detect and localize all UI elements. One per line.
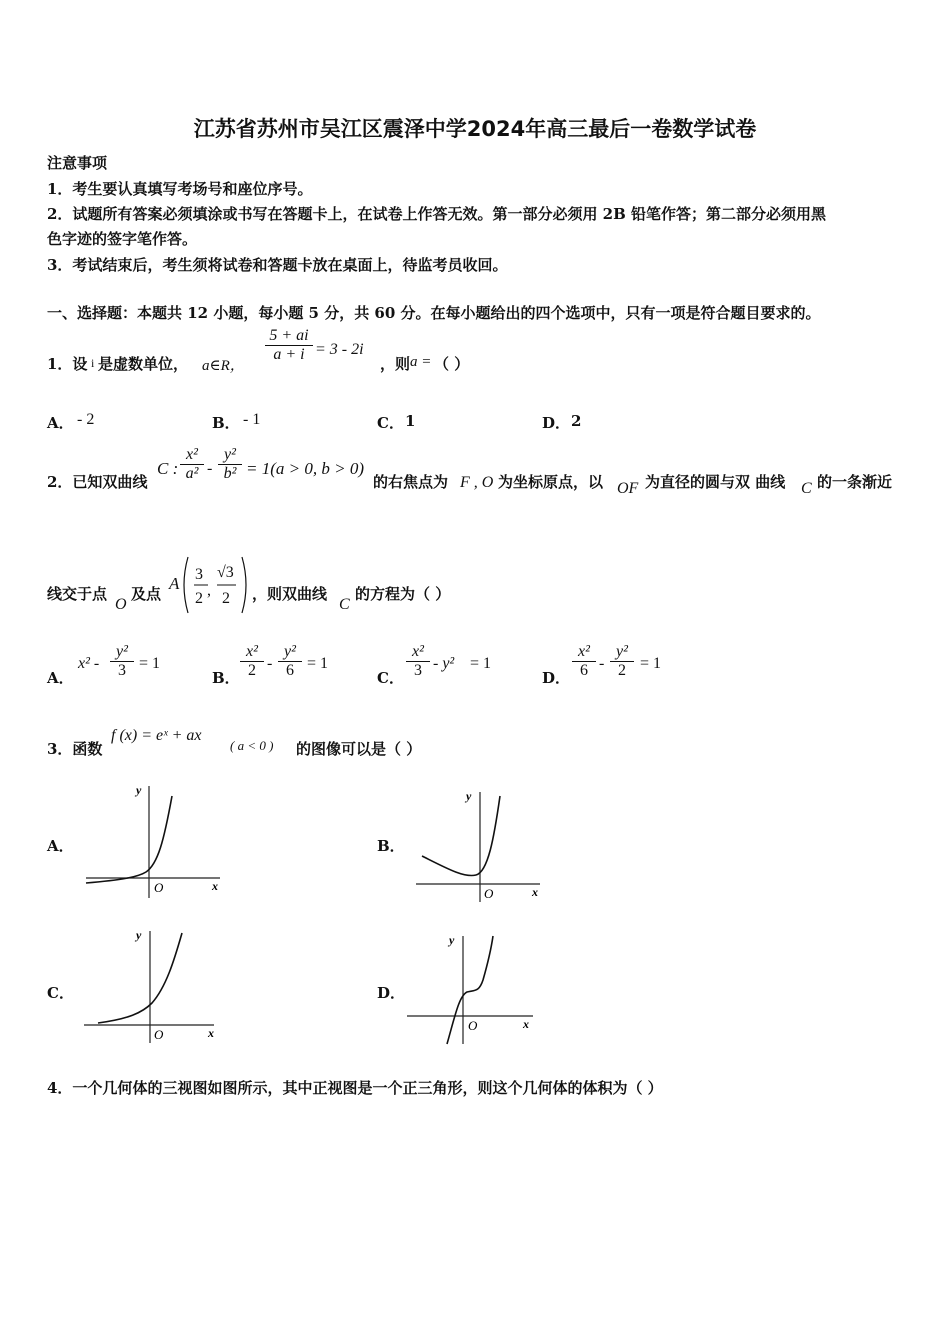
q2-line2-b: 及点 <box>131 585 162 603</box>
q2-option-d-num: y² <box>610 643 634 662</box>
q2-C3: C <box>339 596 350 613</box>
q2-option-b-mid: - <box>267 655 273 672</box>
q2-option-c-label: C． <box>377 669 404 687</box>
curve <box>98 933 182 1023</box>
q2-line2-d: 的方程为（ ） <box>355 585 451 603</box>
q1-option-a-label: A． <box>47 414 74 432</box>
q2-option-a-den: 3 <box>118 662 126 679</box>
notice-item-3: 3．考试结束后，考生须将试卷和答题卡放在桌面上，待监考员收回。 <box>47 256 508 274</box>
q2-prefix: 2．已知双曲线 <box>47 473 148 491</box>
q2-FO: F , O <box>460 474 494 491</box>
notice-item-2: 2．试题所有答案必须填涂或书写在答题卡上，在试卷上作答无效。第一部分必须用 2B 铅笔作答；第二部分必须用黑 <box>47 205 827 223</box>
q2-text-5: 的一条渐近 <box>817 473 893 491</box>
q2-text-3: 为坐标原点，以 <box>498 473 604 491</box>
q2-option-c-num1: x² <box>406 643 430 662</box>
q2-option-a-num: y² <box>110 643 134 662</box>
page-title: 江苏省苏州市吴江区震泽中学2024年高三最后一卷数学试卷 <box>193 117 757 141</box>
q1-rhs: = 3 - 2i <box>315 341 364 358</box>
q1-then: ，则 <box>380 355 411 373</box>
q2-line2-c: ，则双曲线 <box>252 585 328 603</box>
q2-A-comma: , <box>207 582 211 599</box>
q3-graph-c-label: C． <box>47 984 74 1002</box>
q2-option-a-t1: x² - <box>78 655 100 672</box>
origin-label: O <box>154 1027 164 1042</box>
q3-cond: ( a < 0 ) <box>230 738 274 753</box>
q1-option-a-value: - 2 <box>77 411 95 428</box>
q2-option-c-den1: 3 <box>414 662 422 679</box>
q2-option-d-den1: 6 <box>580 662 588 679</box>
q2-option-d-frac1 <box>572 643 596 680</box>
q2-OF: OF <box>617 480 639 497</box>
q3-graph-a-label: A． <box>47 837 74 855</box>
axis-y-label: y <box>136 928 142 942</box>
q2-option-b-num1: x² <box>240 643 264 662</box>
q2-a2: a² <box>185 465 199 482</box>
q2-option-d-frac2 <box>610 643 634 680</box>
q1-option-b-label: B． <box>212 414 240 432</box>
q2-A: A <box>169 574 180 593</box>
q1-prefix: 1．设 <box>47 355 88 373</box>
q2-y2: y² <box>218 446 242 465</box>
q2-option-c-frac1 <box>406 643 430 680</box>
q1-option-d-label: D． <box>542 414 571 432</box>
axis-x-label: x <box>523 1017 529 1031</box>
q1-cond: a∈R， <box>202 358 245 374</box>
q2-option-d-mid: - <box>599 655 605 672</box>
q3-text: 的图像可以是（ ） <box>296 740 422 758</box>
origin-label: O <box>154 880 164 895</box>
q2-O: O <box>115 596 127 613</box>
q2-frac-y <box>218 446 242 483</box>
q3-function: f (x) = eˣ + ax <box>111 727 202 744</box>
q2-option-d-rhs: = 1 <box>640 655 662 672</box>
axis-x-label: x <box>532 885 538 899</box>
q2-option-c-mid: - y² <box>433 655 455 672</box>
q1-desc: 是虚数单位， <box>98 355 189 373</box>
section-heading: 一、选择题：本题共 12 小题，每小题 5 分，共 60 分。在每小题给出的四个选项中，只有一项是符合题目要求的。 <box>47 304 821 322</box>
q2-option-b-frac1 <box>240 643 264 680</box>
q1-option-c-value: 1 <box>405 412 416 430</box>
q2-A-num2: √3 <box>217 564 234 581</box>
q2-option-a-frac <box>110 643 134 680</box>
q3-graph-c <box>80 925 220 1047</box>
notice-item-1: 1．考生要认真填写考场号和座位序号。 <box>47 180 313 198</box>
q3-graph-d-label: D． <box>377 984 406 1002</box>
q2-option-d-num1: x² <box>572 643 596 662</box>
q2-A-den1: 2 <box>195 590 203 607</box>
q1-option-b-value: - 1 <box>243 411 261 428</box>
axis-y-label: y <box>136 783 142 797</box>
q2-option-a-rhs: = 1 <box>139 655 161 672</box>
q2-option-b-rhs: = 1 <box>307 655 329 672</box>
q3-graph-d <box>405 930 540 1048</box>
q2-frac-x <box>180 446 204 483</box>
q3-graph-b <box>412 786 547 904</box>
q2-point-parens <box>180 555 250 615</box>
q3-graph-a <box>82 780 227 902</box>
q2-option-b-frac2 <box>278 643 302 680</box>
q1-numerator: 5 + ai <box>265 327 313 346</box>
q2-option-b-den: 6 <box>286 662 294 679</box>
notice-item-2-cont: 色字迹的签字笔作答。 <box>47 230 198 248</box>
q1-option-d-value: 2 <box>571 412 582 430</box>
q2-minus: - <box>207 460 213 477</box>
q1-ask: a = <box>410 354 432 370</box>
q2-option-c-rhs: = 1 <box>470 655 492 672</box>
q2-option-a-label: A． <box>47 669 74 687</box>
origin-label: O <box>484 886 494 901</box>
q2-text-4: 为直径的圆与双 曲线 <box>645 473 786 491</box>
q2-option-b-den1: 2 <box>248 662 256 679</box>
q2-line2-a: 线交于点 <box>47 585 108 603</box>
axis-y-label: y <box>449 933 455 947</box>
q2-text-2: 的右焦点为 <box>373 473 449 491</box>
q2-option-b-label: B． <box>212 669 240 687</box>
q2-option-d-label: D． <box>542 669 571 687</box>
axis-x-label: x <box>208 1026 214 1040</box>
notice-heading: 注意事项 <box>47 154 108 172</box>
question-4: 4．一个几何体的三视图如图所示，其中正视图是一个正三角形，则这个几何体的体积为（ ） <box>47 1079 663 1097</box>
q1-fraction <box>265 327 313 364</box>
curve <box>86 796 172 883</box>
q2-A-num1: 3 <box>195 566 203 583</box>
q1-paren: （ ） <box>434 355 470 373</box>
q2-option-d-den: 2 <box>618 662 626 679</box>
curve <box>422 796 500 876</box>
axis-y-label: y <box>466 789 472 803</box>
q1-denominator: a + i <box>273 346 305 363</box>
q2-C2: C <box>801 480 812 497</box>
q2-cond: = 1(a > 0, b > 0) <box>246 459 364 478</box>
q3-graph-b-label: B． <box>377 837 405 855</box>
q3-prefix: 3．函数 <box>47 740 103 758</box>
q2-C: C : <box>157 459 179 478</box>
q1-i: i <box>91 356 95 370</box>
q2-option-b-num: y² <box>278 643 302 662</box>
q2-b2: b² <box>223 465 237 482</box>
q2-x2: x² <box>180 446 204 465</box>
axis-x-label: x <box>212 879 218 893</box>
q1-option-c-label: C． <box>377 414 404 432</box>
q2-A-den2: 2 <box>222 590 230 607</box>
origin-label: O <box>468 1018 478 1033</box>
